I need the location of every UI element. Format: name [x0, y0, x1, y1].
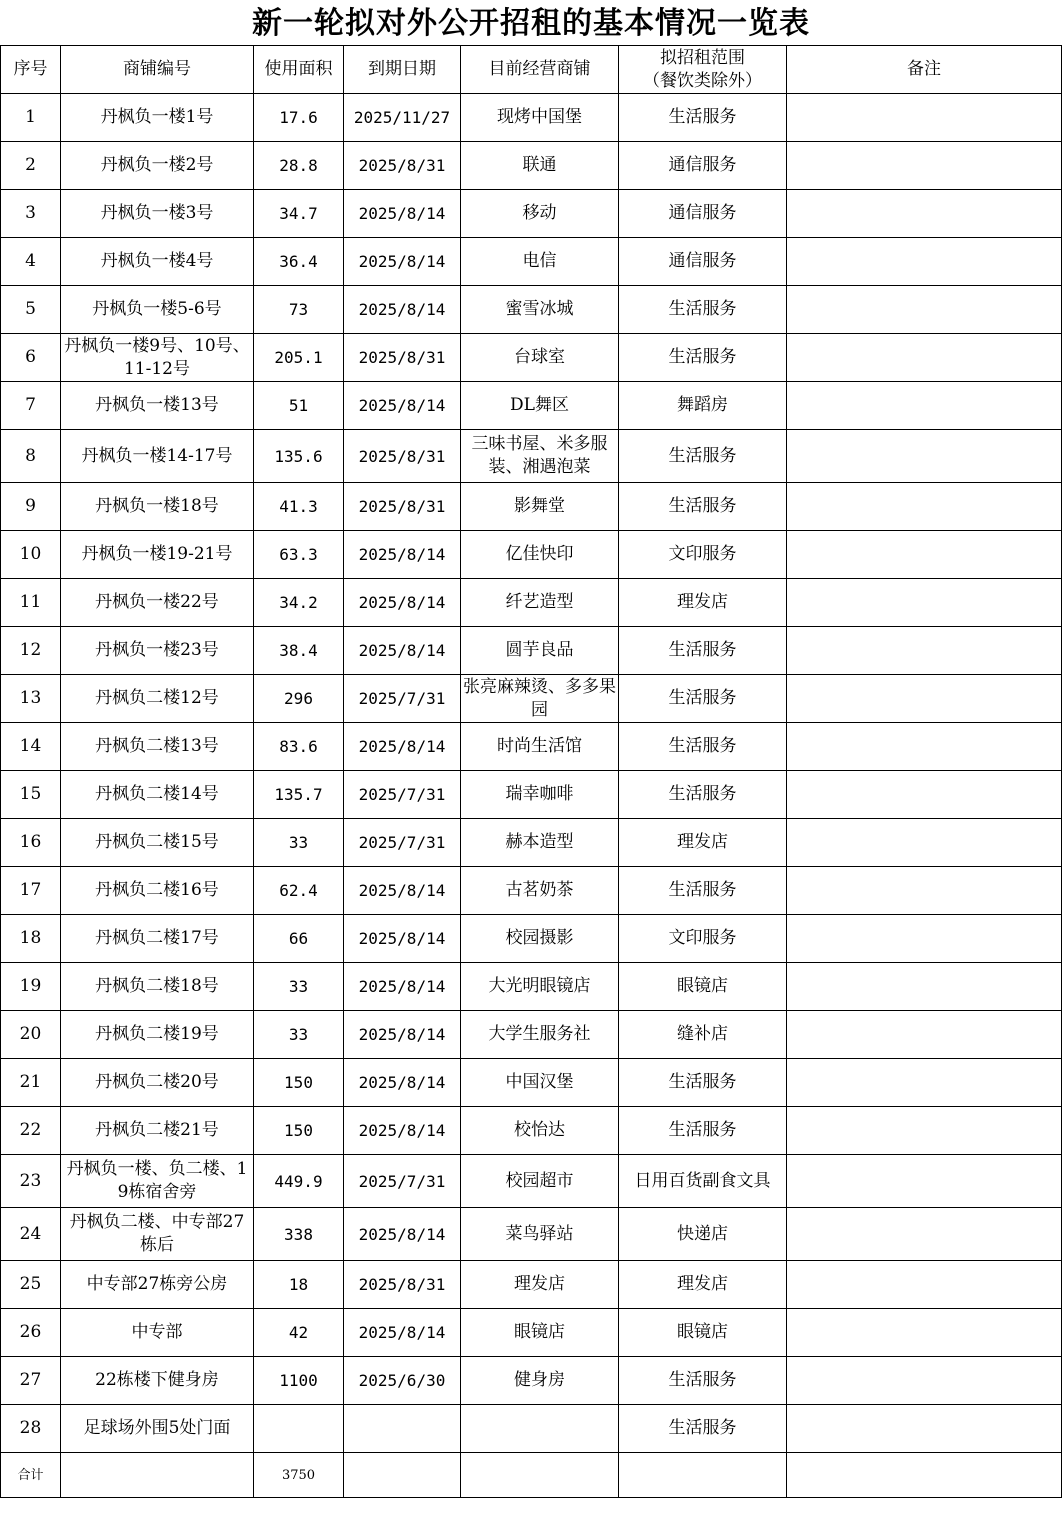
cell-remark	[787, 627, 1062, 675]
cell-remark	[787, 1405, 1062, 1453]
cell-remark	[787, 1155, 1062, 1208]
cell-current-tenant: 赫本造型	[461, 819, 619, 867]
cell-scope: 生活服务	[619, 1059, 787, 1107]
cell-remark	[787, 142, 1062, 190]
cell-expiry: 2025/8/14	[344, 1208, 461, 1261]
cell-expiry: 2025/8/31	[344, 430, 461, 483]
cell-area: 135.6	[254, 430, 344, 483]
cell-expiry: 2025/8/14	[344, 963, 461, 1011]
cell-area: 66	[254, 915, 344, 963]
table-row	[1, 1107, 1062, 1155]
total-empty-date	[344, 1453, 461, 1498]
total-area: 3750	[254, 1453, 344, 1498]
cell-seq: 25	[1, 1261, 61, 1309]
cell-current-tenant: 现烤中国堡	[461, 94, 619, 142]
cell-remark	[787, 675, 1062, 723]
cell-current-tenant: 古茗奶茶	[461, 867, 619, 915]
cell-expiry: 2025/8/14	[344, 723, 461, 771]
cell-area	[254, 1405, 344, 1453]
cell-area: 205.1	[254, 334, 344, 382]
header-current-tenant: 目前经营商铺	[461, 46, 619, 94]
table-row	[1, 1261, 1062, 1309]
total-row	[1, 1453, 1062, 1498]
cell-current-tenant: 理发店	[461, 1261, 619, 1309]
cell-remark	[787, 579, 1062, 627]
cell-current-tenant	[461, 1405, 619, 1453]
cell-expiry: 2025/7/31	[344, 771, 461, 819]
cell-seq: 1	[1, 94, 61, 142]
cell-area: 18	[254, 1261, 344, 1309]
total-label: 合计	[1, 1453, 61, 1498]
cell-remark	[787, 1011, 1062, 1059]
cell-shop-no: 丹枫负二楼15号	[61, 819, 254, 867]
cell-shop-no: 丹枫负二楼13号	[61, 723, 254, 771]
table-row	[1, 94, 1062, 142]
cell-current-tenant: 联通	[461, 142, 619, 190]
cell-seq: 9	[1, 483, 61, 531]
cell-area: 51	[254, 382, 344, 430]
header-seq: 序号	[1, 46, 61, 94]
cell-shop-no: 丹枫负二楼16号	[61, 867, 254, 915]
cell-area: 28.8	[254, 142, 344, 190]
cell-remark	[787, 1208, 1062, 1261]
page-title: 新一轮拟对外公开招租的基本情况一览表	[252, 6, 810, 41]
table-row	[1, 238, 1062, 286]
cell-area: 73	[254, 286, 344, 334]
cell-seq: 15	[1, 771, 61, 819]
cell-scope: 生活服务	[619, 1107, 787, 1155]
cell-shop-no: 丹枫负一楼13号	[61, 382, 254, 430]
table-row	[1, 1155, 1062, 1208]
cell-scope: 缝补店	[619, 1011, 787, 1059]
cell-expiry: 2025/8/14	[344, 286, 461, 334]
table-row	[1, 483, 1062, 531]
cell-area: 63.3	[254, 531, 344, 579]
cell-shop-no: 丹枫负一楼14-17号	[61, 430, 254, 483]
cell-expiry: 2025/8/31	[344, 142, 461, 190]
cell-seq: 12	[1, 627, 61, 675]
cell-expiry: 2025/8/14	[344, 627, 461, 675]
table-row	[1, 675, 1062, 723]
cell-scope: 生活服务	[619, 94, 787, 142]
cell-expiry: 2025/8/14	[344, 531, 461, 579]
cell-shop-no: 丹枫负一楼1号	[61, 94, 254, 142]
cell-shop-no: 22栋楼下健身房	[61, 1357, 254, 1405]
total-empty-tenant	[461, 1453, 619, 1498]
cell-seq: 28	[1, 1405, 61, 1453]
table-row	[1, 915, 1062, 963]
cell-scope: 快递店	[619, 1208, 787, 1261]
cell-remark	[787, 334, 1062, 382]
cell-shop-no: 丹枫负一楼2号	[61, 142, 254, 190]
cell-area: 135.7	[254, 771, 344, 819]
cell-remark	[787, 94, 1062, 142]
cell-remark	[787, 1309, 1062, 1357]
cell-expiry: 2025/8/14	[344, 190, 461, 238]
cell-scope: 生活服务	[619, 627, 787, 675]
cell-area: 296	[254, 675, 344, 723]
cell-remark	[787, 430, 1062, 483]
cell-seq: 18	[1, 915, 61, 963]
cell-current-tenant: 张亮麻辣烫、多多果园	[461, 675, 619, 723]
cell-current-tenant: 菜鸟驿站	[461, 1208, 619, 1261]
cell-expiry: 2025/8/31	[344, 1261, 461, 1309]
cell-shop-no: 丹枫负一楼、负二楼、19栋宿舍旁	[61, 1155, 254, 1208]
cell-seq: 17	[1, 867, 61, 915]
total-empty-scope	[619, 1453, 787, 1498]
cell-current-tenant: 健身房	[461, 1357, 619, 1405]
cell-scope: 理发店	[619, 1261, 787, 1309]
cell-scope: 生活服务	[619, 867, 787, 915]
cell-shop-no: 足球场外围5处门面	[61, 1405, 254, 1453]
cell-current-tenant: 三味书屋、米多服装、湘遇泡菜	[461, 430, 619, 483]
cell-remark	[787, 771, 1062, 819]
cell-remark	[787, 238, 1062, 286]
cell-current-tenant: 移动	[461, 190, 619, 238]
cell-scope: 文印服务	[619, 915, 787, 963]
cell-shop-no: 丹枫负一楼19-21号	[61, 531, 254, 579]
cell-expiry: 2025/8/14	[344, 1059, 461, 1107]
cell-shop-no: 丹枫负一楼23号	[61, 627, 254, 675]
cell-scope: 眼镜店	[619, 963, 787, 1011]
cell-expiry: 2025/8/14	[344, 382, 461, 430]
header-remark: 备注	[787, 46, 1062, 94]
cell-remark	[787, 382, 1062, 430]
cell-scope: 生活服务	[619, 334, 787, 382]
cell-expiry	[344, 1405, 461, 1453]
cell-seq: 27	[1, 1357, 61, 1405]
cell-shop-no: 丹枫负二楼19号	[61, 1011, 254, 1059]
cell-remark	[787, 867, 1062, 915]
cell-scope: 理发店	[619, 819, 787, 867]
cell-seq: 24	[1, 1208, 61, 1261]
cell-expiry: 2025/8/14	[344, 1309, 461, 1357]
cell-remark	[787, 963, 1062, 1011]
header-scope-line2: （餐饮类除外）	[643, 70, 762, 91]
cell-expiry: 2025/8/14	[344, 579, 461, 627]
header-scope-line1: 拟招租范围	[660, 47, 745, 68]
cell-shop-no: 丹枫负一楼5-6号	[61, 286, 254, 334]
cell-area: 33	[254, 963, 344, 1011]
cell-shop-no: 丹枫负二楼14号	[61, 771, 254, 819]
table-row	[1, 1059, 1062, 1107]
cell-seq: 16	[1, 819, 61, 867]
cell-remark	[787, 1107, 1062, 1155]
table-row	[1, 531, 1062, 579]
cell-seq: 22	[1, 1107, 61, 1155]
cell-scope: 通信服务	[619, 190, 787, 238]
cell-seq: 19	[1, 963, 61, 1011]
header-expiry: 到期日期	[344, 46, 461, 94]
cell-seq: 2	[1, 142, 61, 190]
cell-current-tenant: 校怡达	[461, 1107, 619, 1155]
cell-shop-no: 中专部	[61, 1309, 254, 1357]
cell-shop-no: 丹枫负一楼18号	[61, 483, 254, 531]
table-row	[1, 1011, 1062, 1059]
cell-area: 42	[254, 1309, 344, 1357]
cell-area: 150	[254, 1107, 344, 1155]
cell-remark	[787, 723, 1062, 771]
cell-shop-no: 丹枫负一楼22号	[61, 579, 254, 627]
cell-area: 33	[254, 1011, 344, 1059]
cell-expiry: 2025/7/31	[344, 819, 461, 867]
cell-scope: 生活服务	[619, 286, 787, 334]
cell-expiry: 2025/8/14	[344, 915, 461, 963]
cell-current-tenant: 影舞堂	[461, 483, 619, 531]
cell-area: 62.4	[254, 867, 344, 915]
cell-area: 34.2	[254, 579, 344, 627]
rental-table	[0, 45, 1062, 1498]
cell-seq: 10	[1, 531, 61, 579]
table-row	[1, 286, 1062, 334]
cell-remark	[787, 1059, 1062, 1107]
cell-current-tenant: 中国汉堡	[461, 1059, 619, 1107]
cell-expiry: 2025/8/14	[344, 238, 461, 286]
cell-expiry: 2025/11/27	[344, 94, 461, 142]
table-row	[1, 627, 1062, 675]
cell-remark	[787, 483, 1062, 531]
header-row	[1, 46, 1062, 94]
cell-shop-no: 丹枫负一楼3号	[61, 190, 254, 238]
cell-seq: 13	[1, 675, 61, 723]
cell-seq: 5	[1, 286, 61, 334]
header-scope	[619, 46, 787, 94]
cell-scope: 日用百货副食文具	[619, 1155, 787, 1208]
cell-seq: 3	[1, 190, 61, 238]
cell-seq: 6	[1, 334, 61, 382]
cell-scope: 生活服务	[619, 1357, 787, 1405]
cell-expiry: 2025/8/14	[344, 1107, 461, 1155]
cell-area: 449.9	[254, 1155, 344, 1208]
cell-seq: 11	[1, 579, 61, 627]
header-area: 使用面积	[254, 46, 344, 94]
table-row	[1, 1309, 1062, 1357]
table-body	[1, 94, 1062, 1453]
cell-remark	[787, 286, 1062, 334]
cell-shop-no: 丹枫负二楼、中专部27栋后	[61, 1208, 254, 1261]
cell-scope: 通信服务	[619, 142, 787, 190]
cell-current-tenant: 时尚生活馆	[461, 723, 619, 771]
cell-shop-no: 丹枫负二楼18号	[61, 963, 254, 1011]
cell-scope: 生活服务	[619, 723, 787, 771]
cell-shop-no: 丹枫负二楼17号	[61, 915, 254, 963]
cell-scope: 生活服务	[619, 483, 787, 531]
cell-expiry: 2025/7/31	[344, 675, 461, 723]
table-row	[1, 1405, 1062, 1453]
cell-area: 83.6	[254, 723, 344, 771]
cell-scope: 生活服务	[619, 430, 787, 483]
cell-expiry: 2025/8/14	[344, 1011, 461, 1059]
table-row	[1, 723, 1062, 771]
cell-current-tenant: 校园摄影	[461, 915, 619, 963]
cell-expiry: 2025/8/31	[344, 483, 461, 531]
cell-current-tenant: 瑞幸咖啡	[461, 771, 619, 819]
total-empty-remark	[787, 1453, 1062, 1498]
cell-current-tenant: 亿佳快印	[461, 531, 619, 579]
cell-current-tenant: 眼镜店	[461, 1309, 619, 1357]
cell-expiry: 2025/8/14	[344, 867, 461, 915]
cell-current-tenant: 大光明眼镜店	[461, 963, 619, 1011]
cell-area: 1100	[254, 1357, 344, 1405]
cell-remark	[787, 531, 1062, 579]
total-empty-shop	[61, 1453, 254, 1498]
cell-area: 150	[254, 1059, 344, 1107]
cell-scope: 生活服务	[619, 771, 787, 819]
table-row	[1, 430, 1062, 483]
cell-scope: 眼镜店	[619, 1309, 787, 1357]
table-row	[1, 1357, 1062, 1405]
cell-seq: 23	[1, 1155, 61, 1208]
cell-area: 41.3	[254, 483, 344, 531]
cell-area: 36.4	[254, 238, 344, 286]
table-row	[1, 1208, 1062, 1261]
table-row	[1, 190, 1062, 238]
table-row	[1, 334, 1062, 382]
table-row	[1, 382, 1062, 430]
cell-remark	[787, 190, 1062, 238]
cell-current-tenant: DL舞区	[461, 382, 619, 430]
cell-current-tenant: 蜜雪冰城	[461, 286, 619, 334]
cell-area: 33	[254, 819, 344, 867]
cell-current-tenant: 圆芋良品	[461, 627, 619, 675]
cell-scope: 生活服务	[619, 675, 787, 723]
table-row	[1, 579, 1062, 627]
cell-shop-no: 丹枫负一楼4号	[61, 238, 254, 286]
table-row	[1, 771, 1062, 819]
cell-current-tenant: 台球室	[461, 334, 619, 382]
cell-seq: 4	[1, 238, 61, 286]
cell-remark	[787, 1357, 1062, 1405]
cell-shop-no: 丹枫负二楼12号	[61, 675, 254, 723]
cell-area: 338	[254, 1208, 344, 1261]
cell-remark	[787, 1261, 1062, 1309]
cell-scope: 生活服务	[619, 1405, 787, 1453]
cell-area: 17.6	[254, 94, 344, 142]
cell-current-tenant: 电信	[461, 238, 619, 286]
cell-expiry: 2025/6/30	[344, 1357, 461, 1405]
cell-shop-no: 中专部27栋旁公房	[61, 1261, 254, 1309]
cell-shop-no: 丹枫负一楼9号、10号、11-12号	[61, 334, 254, 382]
table-row	[1, 142, 1062, 190]
cell-seq: 14	[1, 723, 61, 771]
cell-scope: 通信服务	[619, 238, 787, 286]
header-shop-no: 商铺编号	[61, 46, 254, 94]
table-row	[1, 867, 1062, 915]
cell-area: 34.7	[254, 190, 344, 238]
cell-scope: 舞蹈房	[619, 382, 787, 430]
cell-seq: 8	[1, 430, 61, 483]
cell-shop-no: 丹枫负二楼21号	[61, 1107, 254, 1155]
cell-seq: 7	[1, 382, 61, 430]
cell-scope: 文印服务	[619, 531, 787, 579]
cell-scope: 理发店	[619, 579, 787, 627]
cell-remark	[787, 915, 1062, 963]
cell-expiry: 2025/7/31	[344, 1155, 461, 1208]
table-row	[1, 819, 1062, 867]
cell-seq: 20	[1, 1011, 61, 1059]
cell-current-tenant: 校园超市	[461, 1155, 619, 1208]
cell-expiry: 2025/8/31	[344, 334, 461, 382]
cell-current-tenant: 大学生服务社	[461, 1011, 619, 1059]
cell-area: 38.4	[254, 627, 344, 675]
cell-current-tenant: 纤艺造型	[461, 579, 619, 627]
cell-seq: 21	[1, 1059, 61, 1107]
cell-seq: 26	[1, 1309, 61, 1357]
cell-shop-no: 丹枫负二楼20号	[61, 1059, 254, 1107]
cell-remark	[787, 819, 1062, 867]
table-row	[1, 963, 1062, 1011]
